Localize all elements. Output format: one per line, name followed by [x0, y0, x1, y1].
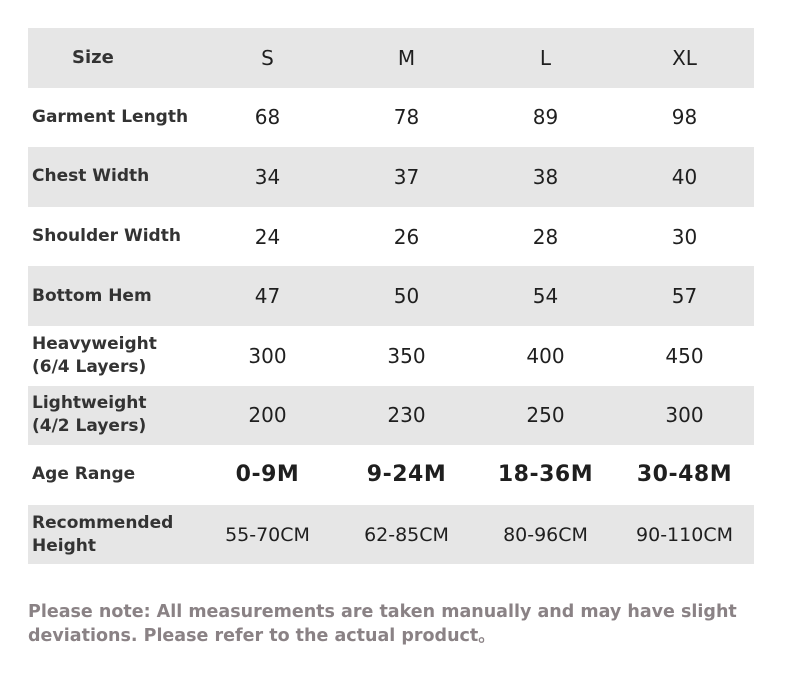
- row-label: Chest Width: [32, 166, 150, 187]
- table-row-age-range: [28, 445, 754, 505]
- size-l-header: L: [539, 45, 552, 70]
- table-cell: 350: [387, 343, 426, 368]
- table-cell: 47: [254, 284, 281, 309]
- table-cell: 300: [665, 403, 704, 428]
- table-cell: 68: [254, 105, 281, 130]
- table-cell: 30-48M: [636, 462, 733, 488]
- row-label: Shoulder Width: [32, 226, 181, 247]
- row-label: Bottom Hem: [32, 285, 152, 306]
- table-cell: 300: [248, 343, 287, 368]
- size-m-header: M: [397, 45, 416, 70]
- table-cell: 250: [526, 403, 565, 428]
- table-cell: 34: [254, 164, 281, 189]
- size-xl-header: XL: [672, 45, 697, 70]
- table-cell: 30: [671, 224, 698, 249]
- size-chart-table: [28, 28, 754, 564]
- row-label: Recommended Height: [32, 512, 174, 556]
- table-cell: 26: [393, 224, 420, 249]
- table-cell: 89: [532, 105, 559, 130]
- table-cell: 28: [532, 224, 559, 249]
- table-cell: 38: [532, 164, 559, 189]
- row-label: Age Range: [32, 464, 136, 485]
- table-cell: 450: [665, 343, 704, 368]
- table-cell: 50: [393, 284, 420, 309]
- table-cell: 55-70CM: [225, 523, 310, 546]
- table-cell: 78: [393, 105, 420, 130]
- table-row-bottom-hem: [28, 266, 754, 326]
- table-cell: 400: [526, 343, 565, 368]
- table-cell: 54: [532, 284, 559, 309]
- table-row-recommended-height: [28, 505, 754, 565]
- table-row-garment-length: [28, 88, 754, 148]
- table-cell: 18-36M: [497, 462, 594, 488]
- size-s-header: S: [261, 45, 274, 70]
- table-row-shoulder-width: [28, 207, 754, 267]
- size-header-label: Size: [72, 47, 114, 69]
- table-cell: 9-24M: [366, 462, 447, 488]
- table-row-heavyweight: [28, 326, 754, 386]
- table-cell: 62-85CM: [364, 523, 449, 546]
- table-header-row: [28, 28, 754, 88]
- table-cell: 90-110CM: [636, 523, 733, 546]
- table-cell: 37: [393, 164, 420, 189]
- table-cell: 24: [254, 224, 281, 249]
- table-row-chest-width: [28, 147, 754, 207]
- table-cell: 40: [671, 164, 698, 189]
- row-label: Lightweight (4/2 Layers): [32, 393, 147, 437]
- table-cell: 0-9M: [235, 462, 300, 488]
- table-cell: 200: [248, 403, 287, 428]
- measurement-note: Please note: All measurements are taken manually and may have slight deviations. Please refer to the actual product。: [28, 602, 737, 646]
- table-cell: 230: [387, 403, 426, 428]
- table-cell: 57: [671, 284, 698, 309]
- table-cell: 98: [671, 105, 698, 130]
- row-label: Heavyweight (6/4 Layers): [32, 333, 157, 377]
- table-cell: 80-96CM: [503, 523, 588, 546]
- row-label: Garment Length: [32, 106, 189, 127]
- table-row-lightweight: [28, 386, 754, 446]
